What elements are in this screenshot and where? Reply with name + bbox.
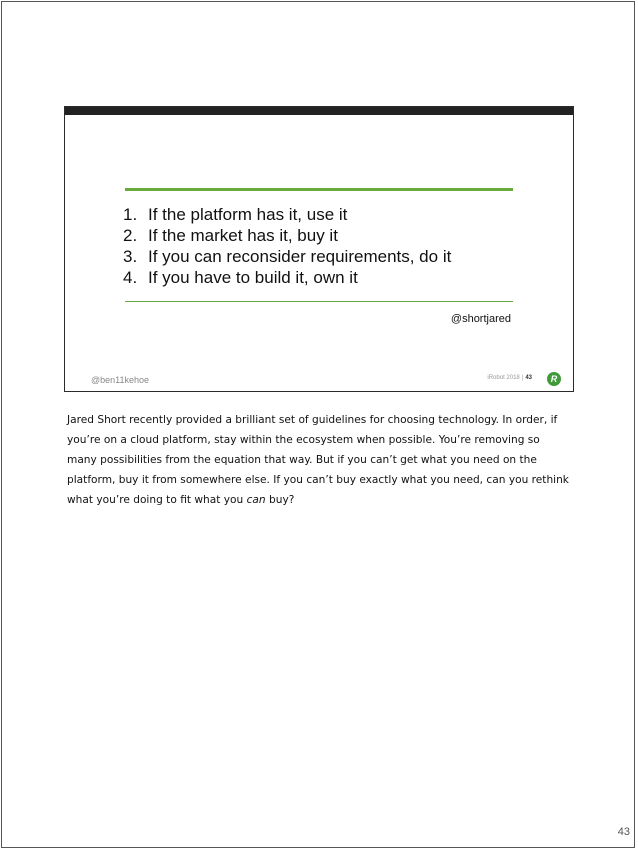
list-item	[123, 204, 451, 225]
logo-letter: R	[550, 374, 558, 384]
list-number: 2.	[123, 226, 138, 245]
guidelines-list	[123, 204, 451, 288]
page-number: 43	[617, 826, 630, 838]
footer-handle: @ben11kehoe	[91, 375, 150, 385]
footer-slide-number: 43	[525, 375, 532, 381]
notes-emphasis: can	[246, 494, 266, 506]
list-number: 1.	[123, 205, 138, 224]
footer-event-name: iRobot 2018	[487, 375, 520, 381]
list-number: 3.	[123, 247, 138, 266]
list-number: 4.	[123, 268, 138, 287]
list-text: If the platform has it, use it	[148, 205, 348, 224]
speaker-notes	[67, 410, 572, 510]
list-item	[123, 225, 451, 246]
slide-top-bar	[65, 107, 573, 115]
footer-separator: |	[521, 375, 524, 381]
list-text: If you can reconsider requirements, do it	[148, 247, 452, 266]
notes-text-end: buy?	[265, 494, 295, 506]
list-text: If you have to build it, own it	[148, 268, 358, 287]
list-text: If the market has it, buy it	[148, 226, 338, 245]
notes-text: Jared Short recently provided a brilliant set of guidelines for choosing technology. In order, if you’re on a cloud platform, stay within the ecosystem when possible. You’re removing so many possibilities from the equation that way. But if you can’t get what you need on the platform, buy it from somewhere else. If you can’t buy exactly what you need, can you rethink what you’re doing to fit what you	[67, 414, 569, 506]
green-rule-top	[125, 188, 513, 191]
slide-thumbnail	[64, 106, 574, 392]
green-rule-bottom	[125, 301, 513, 302]
footer-event	[487, 375, 532, 381]
list-item	[123, 267, 451, 288]
list-item	[123, 246, 451, 267]
attribution-handle: @shortjared	[450, 313, 511, 325]
irobot-logo-icon	[547, 372, 561, 386]
